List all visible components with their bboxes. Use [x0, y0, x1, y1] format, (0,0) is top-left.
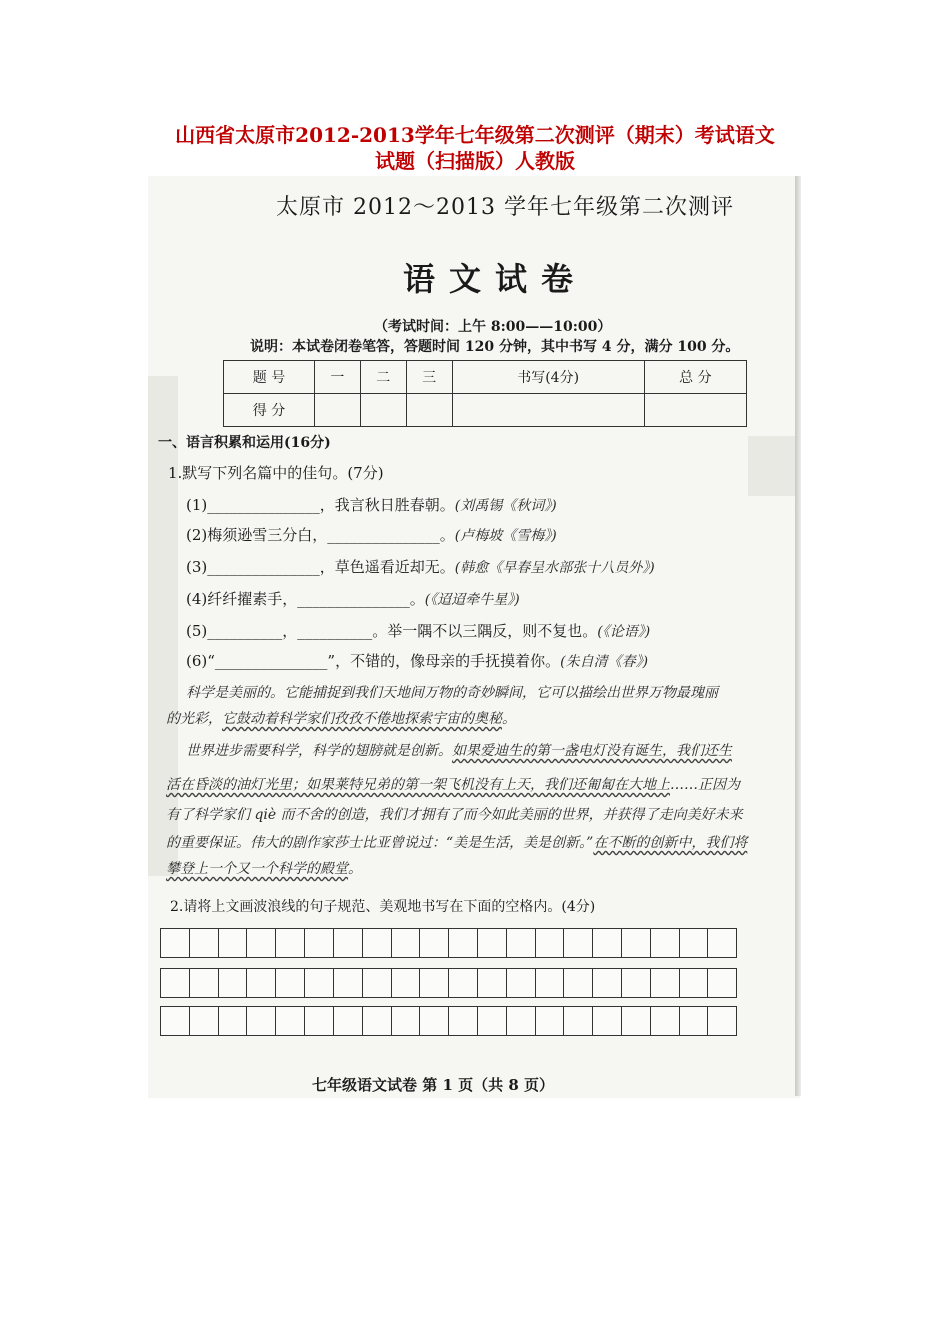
writing-grid-cell [650, 928, 680, 958]
score-cell [452, 394, 644, 427]
writing-grid-cell [535, 928, 565, 958]
score-table-header-row [224, 361, 747, 394]
scan-edge [795, 176, 801, 1096]
section-heading: 一、语言积累和运用(16分) [158, 435, 331, 451]
item-part-a: __________，__________。 [207, 622, 388, 640]
writing-grid-cell [189, 1006, 219, 1036]
passage-line [186, 740, 732, 760]
fill-item [186, 588, 520, 609]
item-source: (《迢迢牵牛星》) [424, 592, 520, 608]
fill-item [186, 620, 650, 641]
item-part-b: _______________。 [327, 526, 455, 544]
writing-grid-cell [391, 928, 421, 958]
writing-grid-cell [506, 968, 536, 998]
writing-grid-cell [650, 968, 680, 998]
question-2: 2.请将上文画波浪线的句子规范、美观地书写在下面的空格内。(4分) [170, 899, 596, 915]
item-part-a: “_______________” [207, 652, 336, 670]
item-source: (朱自清《春》) [560, 654, 649, 670]
document-title-line1: 山西省太原市2012-2013学年七年级第二次测评（期末）考试语文 [175, 123, 775, 147]
wavy-sentence: 活在昏淡的油灯光里；如果莱特兄弟的第一架飞机没有上天，我们还匍匐在大地上 [166, 777, 670, 793]
passage-text: 。 [348, 861, 362, 877]
fill-item [186, 556, 655, 577]
score-row-label: 得 分 [224, 394, 315, 427]
writing-grid-cell [160, 928, 190, 958]
score-header-cell: 书写(4分) [452, 361, 644, 394]
writing-grid-cell [275, 928, 305, 958]
score-table-score-row [224, 394, 747, 427]
item-number: (3) [186, 558, 208, 576]
item-number: (4) [186, 590, 208, 608]
writing-grid-cell [650, 1006, 680, 1036]
scanned-exam-page [148, 176, 800, 1098]
writing-grid-cell [592, 928, 622, 958]
writing-grid-cell [275, 968, 305, 998]
item-part-b: _______________。 [297, 590, 425, 608]
item-number: (6) [186, 652, 208, 670]
writing-grid-cell [535, 968, 565, 998]
writing-grid-cell [563, 928, 593, 958]
passage-line [166, 774, 740, 794]
writing-grid-cell [707, 928, 737, 958]
passage-line [166, 832, 747, 852]
score-header-cell: 总 分 [644, 361, 746, 394]
writing-grid-cell [563, 1006, 593, 1036]
writing-grid-cell [189, 928, 219, 958]
passage-text: ……正因为 [670, 777, 740, 793]
passage-text: 的重要保证。伟大的剧作家莎士比亚曾说过：“美是生活，美是创新。” [166, 835, 594, 851]
writing-grid-cell [506, 928, 536, 958]
exam-title: 太原市 2012～2013 学年七年级第二次测评 [276, 195, 734, 220]
writing-grid-cell [391, 968, 421, 998]
exam-note: 说明：本试卷闭卷笔答，答题时间 120 分钟，其中书写 4 分，满分 100 分。 [250, 339, 740, 355]
writing-grid-cell [621, 1006, 651, 1036]
item-part-b: 举一隅不以三隅反，则不复也。 [387, 622, 598, 640]
writing-grid-cell [419, 968, 449, 998]
writing-grid-cell [362, 1006, 392, 1036]
item-part-b: ，不错的，像母亲的手抚摸着你。 [335, 652, 561, 670]
score-header-cell: 三 [406, 361, 452, 394]
paper-title: 语文试卷 [403, 260, 588, 298]
item-number: (2) [186, 526, 208, 544]
score-header-cell: 二 [360, 361, 406, 394]
exam-time: （考试时间：上午 8:00——10:00） [374, 319, 612, 335]
writing-grid-cell [304, 928, 334, 958]
score-header-cell: 题 号 [224, 361, 315, 394]
writing-grid-cell [448, 968, 478, 998]
writing-grid-row [160, 1006, 736, 1036]
writing-grid-cell [218, 1006, 248, 1036]
writing-grid-cell [218, 968, 248, 998]
writing-grid-cell [592, 968, 622, 998]
writing-grid-cell [304, 968, 334, 998]
writing-grid-cell [160, 1006, 190, 1036]
passage-line [166, 858, 362, 878]
writing-grid-cell [362, 928, 392, 958]
writing-grid-cell [218, 928, 248, 958]
item-source: (刘禹锡《秋词》) [454, 498, 557, 514]
score-header-cell: 一 [315, 361, 361, 394]
writing-grid-cell [679, 968, 709, 998]
writing-grid-cell [362, 968, 392, 998]
writing-grid-cell [333, 928, 363, 958]
score-cell [406, 394, 452, 427]
score-cell [644, 394, 746, 427]
item-source: (韩愈《早春呈水部张十八员外》) [454, 560, 655, 576]
wavy-sentence: 攀登上一个又一个科学的殿堂 [166, 861, 348, 877]
fill-item [186, 494, 557, 515]
wavy-sentence: 如果爱迪生的第一盏电灯没有诞生，我们还生 [452, 743, 732, 759]
item-part-a: 梅须逊雪三分白， [207, 526, 328, 544]
item-part-a: 纤纤擢素手， [207, 590, 298, 608]
score-table [223, 360, 747, 427]
item-part-b: ，草色遥看近却无。 [319, 558, 455, 576]
passage-line: 有了科学家们 qiè 而不舍的创造，我们才拥有了而今如此美丽的世界，并获得了走向美好未来 [166, 807, 743, 823]
document-title [120, 122, 830, 174]
writing-grid-row [160, 968, 736, 998]
question-1: 1.默写下列名篇中的佳句。(7分) [168, 464, 384, 482]
writing-grid-cell [275, 1006, 305, 1036]
writing-grid-cell [535, 1006, 565, 1036]
writing-grid-cell [333, 1006, 363, 1036]
item-number: (1) [186, 496, 208, 514]
writing-grid-cell [419, 928, 449, 958]
writing-grid-cell [506, 1006, 536, 1036]
writing-grid-cell [333, 968, 363, 998]
writing-grid-cell [448, 928, 478, 958]
item-source: (卢梅坡《雪梅》) [454, 528, 557, 544]
score-cell [315, 394, 361, 427]
passage-text: 世界进步需要科学，科学的翅膀就是创新。 [186, 743, 452, 759]
writing-grid-cell [160, 968, 190, 998]
writing-grid-cell [246, 1006, 276, 1036]
writing-grid-cell [419, 1006, 449, 1036]
writing-grid-cell [246, 968, 276, 998]
passage-line: 科学是美丽的。它能捕捉到我们天地间万物的奇妙瞬间，它可以描绘出世界万物最瑰丽 [186, 685, 718, 701]
item-number: (5) [186, 622, 208, 640]
writing-grid-cell [707, 968, 737, 998]
item-part-a: _______________ [207, 496, 320, 514]
passage-line [166, 708, 516, 728]
writing-grid-cell [563, 968, 593, 998]
writing-grid-row [160, 928, 736, 958]
writing-grid-cell [189, 968, 219, 998]
wavy-sentence: 在不断的创新中，我们将 [593, 835, 748, 851]
writing-grid-cell [592, 1006, 622, 1036]
passage-text: 的光彩， [166, 711, 222, 727]
scan-shadow [748, 436, 798, 496]
writing-grid-cell [679, 1006, 709, 1036]
item-source: (《论语》) [597, 624, 651, 640]
fill-item [186, 650, 648, 671]
writing-grid-cell [391, 1006, 421, 1036]
passage-text: 。 [502, 711, 516, 727]
fill-item [186, 524, 557, 545]
writing-grid-cell [304, 1006, 334, 1036]
writing-grid-cell [477, 968, 507, 998]
writing-grid-cell [621, 968, 651, 998]
writing-grid-cell [621, 928, 651, 958]
item-part-b: ，我言秋日胜春朝。 [319, 496, 455, 514]
writing-grid-cell [246, 928, 276, 958]
score-cell [360, 394, 406, 427]
writing-grid-cell [448, 1006, 478, 1036]
item-part-a: _______________ [207, 558, 320, 576]
wavy-sentence: 它鼓动着科学家们孜孜不倦地探索宇宙的奥秘 [222, 711, 502, 727]
writing-grid-cell [707, 1006, 737, 1036]
writing-grid-cell [477, 928, 507, 958]
writing-grid-cell [679, 928, 709, 958]
page-footer: 七年级语文试卷 第 1 页（共 8 页） [312, 1076, 554, 1094]
document-title-line2: 试题（扫描版）人教版 [375, 149, 575, 173]
writing-grid-cell [477, 1006, 507, 1036]
